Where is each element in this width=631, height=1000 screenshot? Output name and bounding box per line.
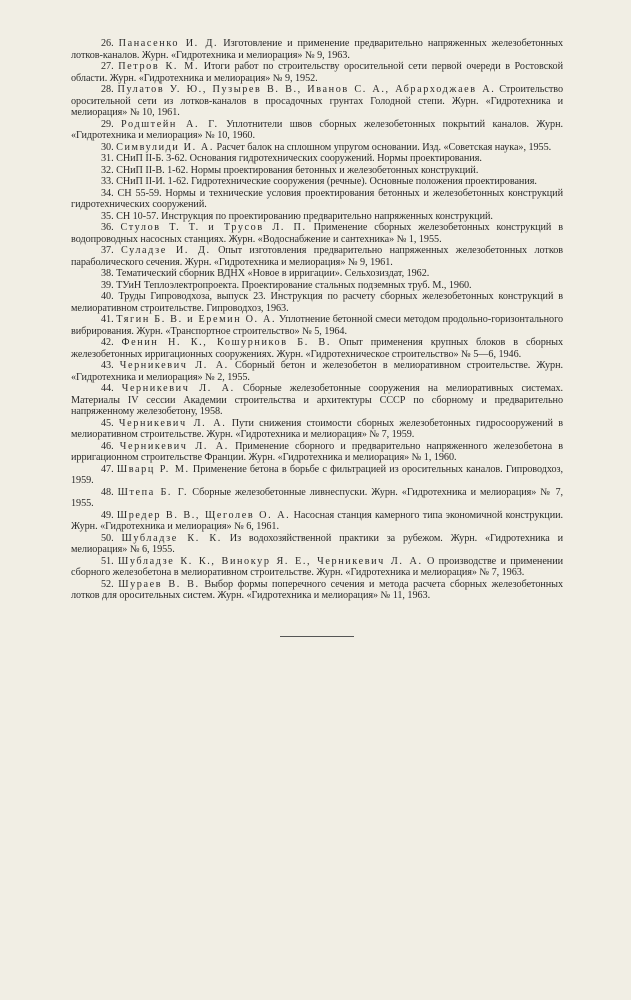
reference-item: 33. СНиП II-И. 1-62. Гидротехнические сооружения (речные). Основные положения проектирования.: [101, 176, 537, 187]
reference-item: 36. Стулов Т. Т. и Трусов Л. П. Применение сборных железобетонных конструкций в водопроводных насосных станциях. Журн. «Водоснабжение и сантехника» № 1, 1955.: [71, 222, 563, 245]
reference-item: 35. СН 10-57. Инструкция по проектированию предварительно напряженных конструкций.: [101, 210, 493, 222]
reference-item: 49. Шредер В. В., Щеголев О. А. Насосная станция камерного типа экономичной конструкции. Журн. «Гидротехника и мелиорация» № 6, 1961.: [71, 509, 563, 532]
reference-item: 50. Шубладзе К. К. Из водохозяйственной практики за рубежом. Журн. «Гидротехника и мелиорация» № 6, 1955.: [71, 532, 564, 555]
reference-list: [71, 38, 563, 602]
reference-item: 46. Черникевич Л. А. Применение сборного и предварительно напряженного железобетона в ирригационном строительстве Франции. Журн. «Гидротехника и мелиорация» № 1, 1960.: [71, 440, 564, 463]
reference-item: 27. Петров К. М. Итоги работ по строительству оросительной сети первой очереди в Ростовской области. Журн. «Гидротехника и мелиорация» № 9, 1952.: [71, 61, 563, 84]
reference-item: 47. Шварц Р. М. Применение бетона в борьбе с фильтрацией из оросительных каналов. Гипроводхоз, 1959.: [71, 463, 564, 486]
reference-item: 30. Симвулиди И. А. Расчет балок на сплошном упругом основании. Изд. «Советская наука», 1955.: [101, 141, 552, 153]
reference-item: 32. СНиП II-В. 1-62. Нормы проектирования бетонных и железобетонных конструкций.: [101, 164, 479, 176]
reference-item: 44. Черникевич Л. А. Сборные железобетонные сооружения на мелиоративных системах. Материалы IV сессии Академии строительства и архитектуры СССР по сборному и предварительно напряженному железобетону, 1958.: [71, 383, 563, 417]
reference-item: 26. Панасенко И. Д. Изготовление и применение предварительно напряженных железобетонных лотков-каналов. Журн. «Гидротехника и мелиорация» № 9, 1963.: [71, 38, 564, 61]
reference-item: 31. СНиП II-Б. 3-62. Основания гидротехнических сооружений. Нормы проектирования.: [101, 153, 482, 164]
reference-item: 39. ТУиН Теплоэлектропроекта. Проектирование стальных подземных труб. М., 1960.: [101, 279, 472, 291]
reference-item: 38. Тематический сборник ВДНХ «Новое в ирригации». Сельхозиздат, 1962.: [101, 268, 430, 279]
reference-item: 34. СН 55-59. Нормы и технические условия проектирования бетонных и железобетонных конструкций гидротехнических сооружений.: [71, 187, 563, 210]
reference-item: 48. Штепа Б. Г. Сборные железобетонные ливнеспуски. Журн. «Гидротехника и мелиорация» № 7, 1955.: [71, 486, 564, 509]
reference-item: 52. Шураев В. В. Выбор формы поперечного сечения и метода расчета сборных железобетонных лотков для оросительных систем. Журн. «Гидротехника и мелиорация» № 11, 1963.: [71, 578, 564, 601]
reference-item: 41. Тягин Б. В. и Еремин О. А. Уплотнение бетонной смеси методом продольно-горизонтального вибрирования. Журн. «Транспортное строительство» № 5, 1964.: [71, 314, 564, 337]
reference-item: 42. Фенин Н. К., Кошурников Б. В. Опыт применения крупных блоков в сборных железобетонных ирригационных сооружениях. Журн. «Гидротехническое строительство» № 5—6, 1946.: [71, 337, 563, 360]
reference-item: 28. Пулатов У. Ю., Пузырев В. В., Иванов С. А., Абрарходжаев А. Строительство оросительной сети из лотков-каналов в просадочных грунтах Голодной степи. Журн. «Гидротехника и мелиорация» № 10, 1961.: [71, 84, 563, 118]
reference-item: 45. Черникевич Л. А. Пути снижения стоимости сборных железобетонных гидросооружений в мелиоративном строительстве. Журн. «Гидротехника и мелиорация» № 7, 1959.: [71, 417, 564, 440]
reference-item: 37. Суладзе И. Д. Опыт изготовления предварительно напряженных железобетонных лотков параболического сечения. Журн. «Гидротехника и мелиорация» № 9, 1961.: [71, 245, 564, 268]
end-divider: [280, 636, 354, 637]
reference-item: 29. Родштейн А. Г. Уплотнители швов сборных железобетонных покрытий каналов. Журн. «Гидротехника и мелиорация» № 10, 1960.: [71, 118, 564, 141]
reference-item: 51. Шубладзе К. К., Винокур Я. Е., Черникевич Л. А. О производстве и применении сборного железобетона в мелиоративном строительстве. Журн. «Гидротехника и мелиорация» № 7, 1963.: [71, 555, 564, 578]
reference-item: 43. Черникевич Л. А. Сборный бетон и железобетон в мелиоративном строительстве. Журн. «Гидротехника и мелиорация» № 2, 1955.: [71, 360, 563, 383]
reference-item: 40. Труды Гипроводхоза, выпуск 23. Инструкция по расчету сборных железобетонных конструкций в мелиоративном строительстве. Гипроводхоз, 1963.: [71, 291, 563, 314]
